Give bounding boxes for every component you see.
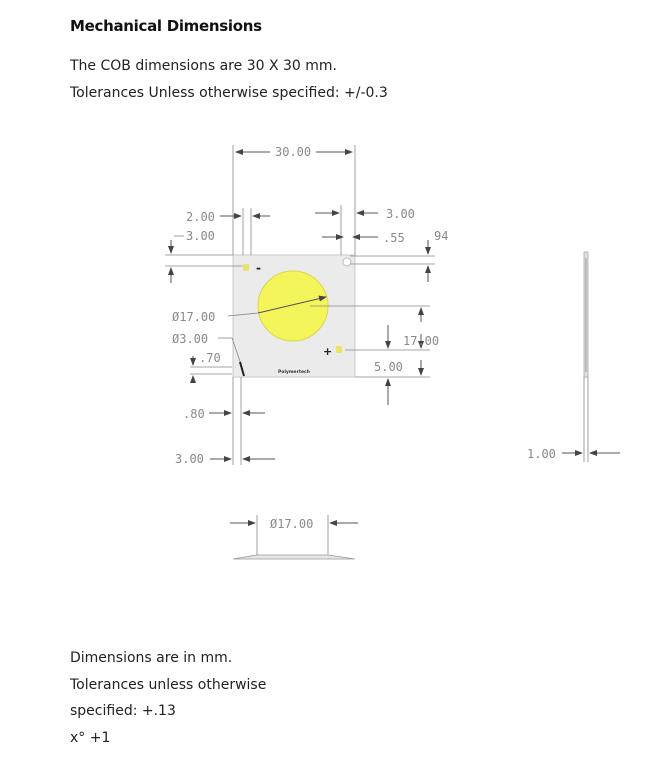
tolerance-note: Tolerances Unless otherwise specified: +/-0.3 (70, 85, 388, 101)
positive-pad (336, 346, 342, 353)
units-note: Dimensions are in mm. (70, 650, 233, 666)
dimensions-note: The COB dimensions are 30 X 30 mm. (70, 58, 337, 74)
dim-070: .70 (199, 351, 221, 365)
board-brand-label: Polymertech (278, 370, 310, 375)
tolerance-note-2: specified: +.13 (70, 703, 176, 719)
polarity-plus: + (323, 345, 333, 358)
tolerance-note-1: Tolerances unless otherwise (70, 677, 267, 693)
dim-offset-3-right: 3.00 (386, 207, 415, 221)
dim-055: .55 (383, 231, 405, 245)
dim-94: 94 (434, 229, 449, 243)
dim-3-bottom: 3.00 (175, 452, 204, 466)
section-title: Mechanical Dimensions (70, 17, 262, 35)
dim-diameter-3: Ø3.00 (172, 332, 209, 346)
dim-diameter-17-bottom: Ø17.00 (270, 517, 314, 531)
dim-500: 5.00 (374, 360, 403, 374)
dim-diameter-17: Ø17.00 (172, 310, 216, 324)
dim-width: 30.00 (275, 145, 312, 159)
dim-offset-2: 2.00 (186, 210, 215, 224)
dim-offset-3-left: 3.00 (186, 229, 215, 243)
angle-tolerance-note: x° +1 (70, 730, 111, 746)
bottom-view-profile (233, 555, 355, 559)
polarity-minus: - (256, 261, 261, 275)
dim-080: .80 (183, 407, 205, 421)
dim-height-17: 17.00 (403, 334, 440, 348)
negative-pad (243, 264, 249, 271)
dim-side-thickness: 1.00 (527, 447, 556, 461)
mounting-hole (343, 258, 351, 266)
